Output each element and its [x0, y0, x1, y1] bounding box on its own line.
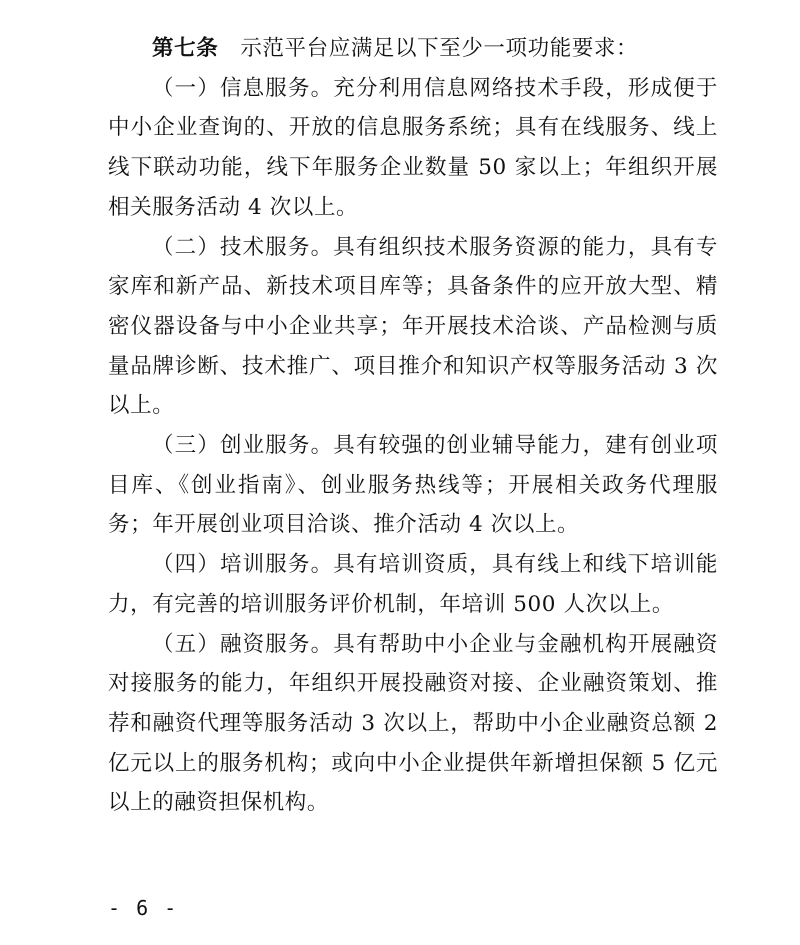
page-number: - 6 -: [108, 896, 179, 920]
item-financing-service: （五）融资服务。具有帮助中小企业与金融机构开展融资对接服务的能力，年组织开展投融资对接、企业融资策划、推荐和融资代理等服务活动 3 次以上，帮助中小企业融资总额 2 亿元以上的服务机构；或向中小企业提供年新增担保额 5 亿元以上的融资担保机构。: [108, 631, 718, 816]
item-entrepreneurship-service: （三）创业服务。具有较强的创业辅导能力，建有创业项目库、《创业指南》、创业服务热线等；开展相关政务代理服务；年开展创业项目洽谈、推介活动 4 次以上。: [108, 433, 718, 538]
item-training-service: （四）培训服务。具有培训资质，具有线上和线下培训能力，有完善的培训服务评价机制，年培训 500 人次以上。: [108, 552, 718, 617]
article-intro-paragraph: [108, 29, 718, 69]
item-technical-service: （二）技术服务。具有组织技术服务资源的能力，具有专家库和新产品、新技术项目库等；具备条件的应开放大型、精密仪器设备与中小企业共享；年开展技术洽谈、产品检测与质量品牌诊断、技术推广、项目推介和知识产权等服务活动 3 次以上。: [108, 234, 718, 419]
article-body: [108, 29, 718, 823]
article-intro-text: 示范平台应满足以下至少一项功能要求：: [240, 36, 639, 61]
item-information-service: （一）信息服务。充分利用信息网络技术手段，形成便于中小企业查询的、开放的信息服务系统；具有在线服务、线上线下联动功能，线下年服务企业数量 50 家以上；年组织开展相关服务活动 4 次以上。: [108, 75, 718, 220]
article-heading: 第七条: [152, 36, 219, 61]
